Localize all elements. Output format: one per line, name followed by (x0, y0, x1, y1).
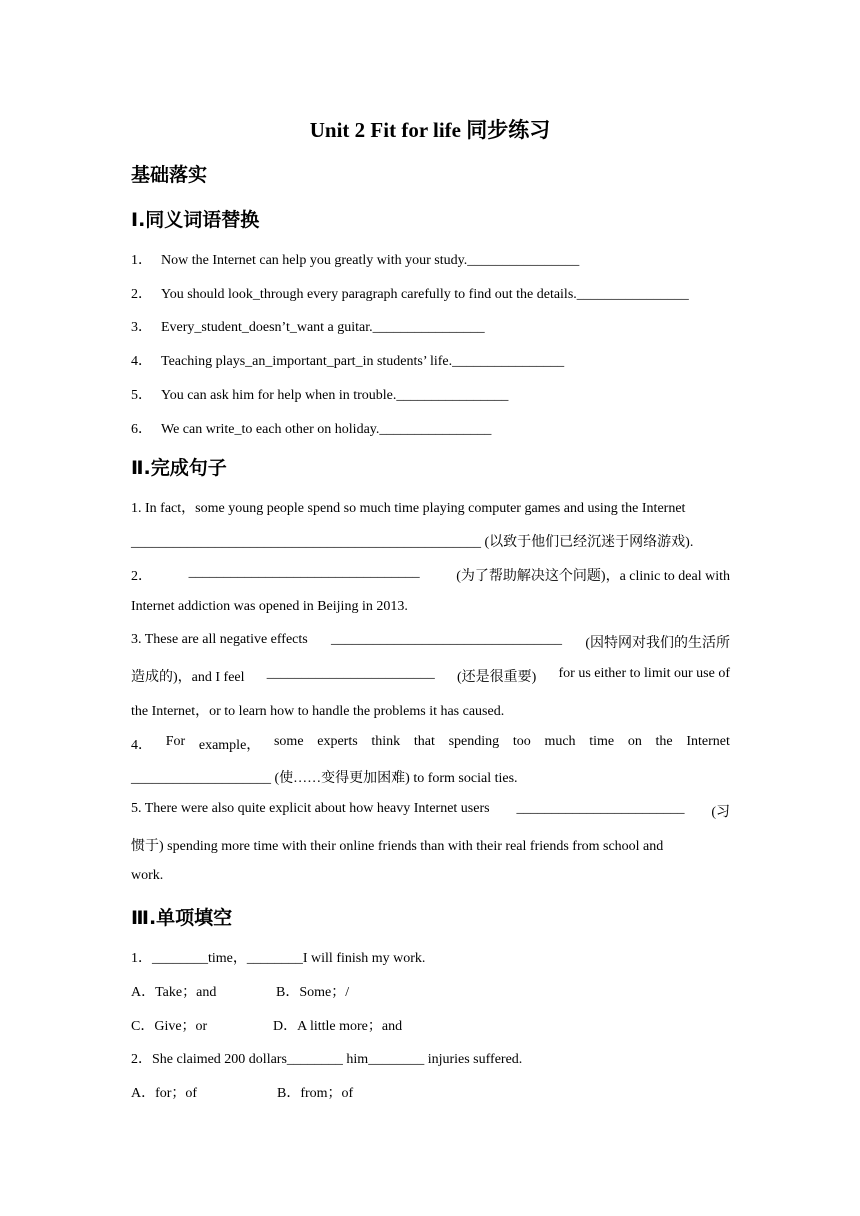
q4-word: think (371, 734, 401, 749)
q3-text: 造成的)，and I feel (131, 670, 245, 685)
item-number: 1． (131, 253, 152, 268)
q3-hint: (还是很重要) (456, 670, 537, 685)
mc-option: A．Take；and (131, 985, 217, 1000)
q2-blank: _________________________________ (188, 565, 420, 580)
section1-item (131, 249, 579, 269)
q3-text: for us either to limit our use of (558, 666, 730, 681)
mc-option: D．A little more；and (273, 1019, 403, 1034)
q5-hint: (习 (711, 805, 730, 820)
q4-word: Internet (686, 734, 730, 749)
item-text: Teaching plays_an_important_part_in students’ life.________________ (161, 354, 565, 369)
item-number: 5． (131, 388, 152, 403)
q3-text: 3. These are all negative effects (131, 632, 308, 647)
q5-line3: work. (131, 868, 164, 883)
section1-heading: Ⅰ.同义词语替换 (131, 209, 260, 231)
section-heading-basics: 基础落实 (131, 164, 208, 186)
item-text: Now the Internet can help you greatly with your study.________________ (161, 253, 580, 268)
q2-number: 2． (131, 569, 152, 584)
page-title: Unit 2 Fit for life 同步练习 (309, 118, 551, 142)
section2-heading: Ⅱ.完成句子 (131, 457, 227, 479)
q4-word: time (589, 734, 615, 749)
item-number: 2． (131, 287, 152, 302)
mc-option: C．Give；or (131, 1019, 208, 1034)
q4-word: some (273, 734, 304, 749)
q4-word: example， (198, 738, 261, 753)
item-text: You can ask him for help when in trouble.________________ (161, 388, 509, 403)
q5-line1 (131, 801, 730, 821)
q4-word: 4． (131, 738, 152, 753)
q3-hint: (因特网对我们的生活所 (585, 636, 730, 651)
q4-line2: ____________________ (使……变得更加困难) to form social ties. (131, 771, 518, 786)
item-number: 4． (131, 354, 152, 369)
item-number: 3． (131, 320, 152, 335)
q4-word: much (544, 734, 576, 749)
q3-line1 (131, 632, 730, 652)
q5-blank: ________________________ (516, 801, 685, 816)
q2-line1 (131, 565, 730, 585)
mc-option: A．for；of (131, 1086, 198, 1101)
mc-option: B．Some；/ (276, 985, 350, 1000)
q4-word: that (413, 734, 435, 749)
q3-blank: ________________________ (266, 666, 435, 681)
section1-item (131, 316, 485, 336)
q2-text: (为了帮助解决这个问题)，a clinic to deal with (456, 569, 730, 584)
q3-blank: _________________________________ (331, 632, 563, 647)
q3-line3: the Internet，or to learn how to handle the problems it has caused. (131, 704, 505, 719)
section1-item (131, 283, 689, 303)
section1-item (131, 418, 491, 438)
q5-text: 5. There were also quite explicit about how heavy Internet users (131, 801, 490, 816)
mc-question-stem: 2．She claimed 200 dollars________ him________ injuries suffered. (131, 1052, 523, 1067)
q4-word: experts (317, 734, 358, 749)
q1-line2: __________________________________________________ (以致于他们已经沉迷于网络游戏). (131, 535, 694, 550)
q4-word: spending (448, 734, 500, 749)
q5-line2: 惯于) spending more time with their online friends than with their real friends from school and (131, 839, 664, 854)
item-number: 6． (131, 422, 152, 437)
item-text: Every_student_doesn’t_want a guitar.________________ (161, 320, 485, 335)
mc-option: B．from；of (277, 1086, 354, 1101)
item-text: We can write_to each other on holiday.________________ (161, 422, 492, 437)
q1-line1: 1. In fact，some young people spend so much time playing computer games and using the Internet (131, 501, 686, 516)
q4-line1 (131, 734, 730, 754)
item-text: You should look_through every paragraph carefully to find out the details.________________ (161, 287, 689, 302)
q4-word: For (165, 734, 186, 749)
mc-question-stem: 1．________time，________I will finish my work. (131, 951, 426, 966)
q3-line2 (131, 666, 730, 686)
q4-word: too (512, 734, 531, 749)
q2-line2: Internet addiction was opened in Beijing in 2013. (131, 599, 408, 614)
q4-word: on (627, 734, 642, 749)
section3-heading: Ⅲ.单项填空 (131, 907, 233, 929)
section1-item (131, 384, 508, 404)
section1-item (131, 350, 564, 370)
q4-word: the (655, 734, 673, 749)
